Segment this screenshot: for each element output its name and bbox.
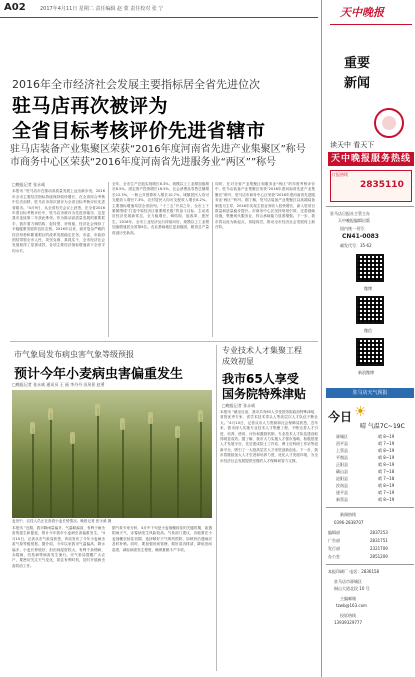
weather-value: 晴 7~19 <box>378 490 395 495</box>
article2-column-1: 本报讯 “近期，我市降雨量偏多，气温略偏高，有利于病虫害的滋生和蔓延，预计今年我市小麦病虫害偏重发生。”4月10日，记者从市气象局获悉，该局发布了今年小麦病虫害气象等级预报。据介绍，今年以来我市气温偏高，降水偏多，小麦长势较好，但田间湿度较大，有利于条锈病、赤霉病、纹枯病等病害发生流行。市气象局提醒广大农户，要密切关注天气变化，抓住有利时机，及时开展病虫害防治工作。 <box>12 526 105 568</box>
weather-city: 遂平县 <box>336 490 348 495</box>
sun-icon: ☀ <box>354 404 367 420</box>
sidebar-divider <box>326 564 414 565</box>
weather-value: 晴 8~19 <box>378 448 395 453</box>
section-divider <box>10 341 318 342</box>
article2-headline: 预计今年小麦病虫害偏重发生 <box>14 367 184 382</box>
weather-today-label: 今日 <box>328 410 353 424</box>
hotline-label: 新闻热线 <box>340 512 356 517</box>
masthead-logo: 天中晚报 <box>340 6 384 19</box>
service-banner: 天中晚报服务热线 <box>328 152 414 166</box>
weather-city: 确山县 <box>336 469 348 474</box>
photo-caption: 麦田中，农技人员正在查看小麦长势情况。晚报记者 张永威 摄 <box>12 519 112 523</box>
qr-label-2: 微信 <box>364 328 372 333</box>
lead-column-2: 全年，全市生产总值实现增长8.3%，规模以上工业增加值增长8.5%，固定资产投资增长16.5%，社会消费品零售总额增长12.3%，一般公共预算收入增长10.7%，城镇居民人均可支配收入增长7.3%，农村居民人均可支配收入增长8.2%。主要指标增速均居全省前列。“十三五”开局之年，全市上下紧紧围绕“打造中原经济区重要增长极”的奋斗目标，主动适应经济发展新常态，全力稳增长、调结构、促改革、惠民生。2016年，全市工业经济运行持续向好，规模以上工业增加值增速居全省第4位。农业基础地位更加稳固，粮食总产量再创历史新高。 <box>112 182 209 235</box>
wheat-field-photo <box>12 390 212 518</box>
lead-headline-line2: 全省目标考核评价先进省辖市 <box>12 120 266 142</box>
lead-byline: □晚报记者 张永威 <box>12 182 46 187</box>
article3-column: 本报讯 “截至目前，我市共有65人享受国务院政府特殊津贴，省管优秀专家、省学术技术带头人等高层次人才队伍不断壮大。”4月10日，记者从市人力资源和社会保障局获悉，近年来，我市深入实施专业技术人才集聚工程，不断完善人才引进、培养、使用、评价和激励机制，专业技术人才队伍建设取得明显成效。据了解，我市大力实施人才强市战略，积极搭建人才发展平台，先后建成院士工作站、博士后科研工作站等创新平台，吸引了一大批高层次人才来驻创新创业。下一步，我市将继续加大人才引进和培养力度，优化人才发展环境，为全市经济社会发展提供坚强的人才保障和智力支撑。 <box>220 410 318 463</box>
dist-number: 2321709 <box>370 546 388 551</box>
email-label: 主编邮箱 <box>340 596 356 601</box>
masthead-rule <box>330 24 412 25</box>
weather-city: 汝南县 <box>336 483 348 488</box>
weather-value: 晴 7~18 <box>378 476 395 481</box>
publisher-2: 天中晚报编辑出版 <box>338 218 370 223</box>
lead-column-3: 同时，在对全省产业集聚区和服务业“两区”的年度考核评价中，驻马店装备产业集聚区荣获“2016年度河南省先进产业集聚区”称号，驻马店市商务中心区荣获“2016年度河南省先进服务业‘两区’”称号。据了解，驻马店装备产业集聚区以高端装备制造为主导，2016年实现主营业务收入较快增长，新入驻项目数量和质量稳步提升。市商务中心区坚持规划引领，完善基础设施，集聚现代服务业，综合承载能力显著增强。下一步，我市将以此为新起点，再接再厉，推动全市经济社会发展再上新台阶。 <box>215 182 315 230</box>
weather-value: 晴 7~19 <box>378 441 395 446</box>
weather-header: 驻马店天气预报 <box>326 388 414 398</box>
office-number: 2851209 <box>370 554 388 559</box>
qr-label-1: 微博 <box>364 286 372 291</box>
column-divider <box>108 182 109 337</box>
cn-number: CN41-0083 <box>342 233 379 240</box>
weather-city: 驿城区 <box>336 434 348 439</box>
weather-city: 平舆县 <box>336 455 348 460</box>
lead-subhead-2: 市商务中心区荣获“2016年度河南省先进服务业“两区””称号 <box>10 157 277 168</box>
page-header <box>0 0 318 18</box>
complaint-label: 投诉热线 <box>340 613 356 618</box>
postal-code: 邮发代号：35-62 <box>340 243 372 248</box>
lead-col1-text: 本报讯 “驻马店市在推动高质量发展上迈出新步伐，2016年全市主要经济指标持续保持较快增长，在全省综合考核中位次前移，驻马店市再次被评为全省目标考核评价先进省辖市。”4月9日，从全省有关会议上获悉，在全省2016年度目标考核评价中，驻马店市被评为先进省辖市，这是我市连续第二年获此殊荣。作为推动高质量发展的重要抓手，我市着力调结构、促转型、补短板，经济社会保持了平稳健康发展的良好态势。2016年以来，面对复杂严峻的经济形势和繁重艰巨的改革发展稳定任务，市委、市政府团结带领全市人民，攻坚克难、真抓实干，全市经济社会发展取得了显著成效，各项主要经济指标增速高于全省平均水平。 <box>12 189 105 253</box>
publisher: 驻马店日报社主管主办 <box>330 211 370 216</box>
complaint-number: 13939329777 <box>334 620 362 625</box>
weather-value: 晴 8~19 <box>378 497 395 502</box>
page-meta: 2017年4月11日 星期二 责任编辑 赵 蒙 责任校对 张 宁 <box>40 6 164 12</box>
sidebar-divider <box>321 0 322 677</box>
weather-city: 泌阳县 <box>336 476 348 481</box>
section-title-2: 新闻 <box>344 76 371 91</box>
weather-value: 晴 8~19 <box>378 455 395 460</box>
column-divider <box>216 345 217 671</box>
lead-kicker: 2016年全市经济社会发展主要指标居全省先进位次 <box>12 78 260 91</box>
edit-label: 编辑部 <box>328 530 340 535</box>
hotline-number: 0396-2838707 <box>334 520 364 525</box>
cn-label: 国内统一刊号： <box>340 226 368 231</box>
sidebar-divider <box>326 206 414 207</box>
article2-column-2: 据气象专家分析，4月中下旬是小麦抽穗扬花的关键时期，如遇阴雨天气，赤霉病发生风险较高。气象部门建议，各地要在小麦抽穗至扬花初期，选择晴好天气喷药预防，如喷药后遇雨应及时补喷。同时，要加强田间管理，做好清沟排渍，降低田间湿度，减轻病害发生程度，确保夏粮丰产丰收。 <box>112 526 212 552</box>
weather-value: 晴 8~19 <box>378 462 395 467</box>
ad-dept-number: 2831751 <box>370 538 388 543</box>
weather-today: 晴 气温7C~19C <box>360 423 405 430</box>
seal-icon <box>374 108 404 138</box>
article3-byline: □晚报记者 张永威 <box>222 403 256 408</box>
ad-number: 2835110 <box>360 180 404 190</box>
sidebar-divider <box>326 507 414 508</box>
page-number: A02 <box>4 2 26 13</box>
qr-label-3: 新浪微博 <box>358 370 374 375</box>
lead-subhead-1: 驻马店装备产业集聚区荣获“2016年度河南省先进产业集聚区”称号 <box>10 144 306 155</box>
address-2: 铜山大道北段 10 号 <box>334 586 370 591</box>
weather-value: 晴 8~19 <box>378 483 395 488</box>
weather-value: 晴 7~18 <box>378 469 395 474</box>
ad-dept-label: 广告部 <box>328 538 340 543</box>
weather-city: 新蔡县 <box>336 497 348 502</box>
article2-kicker: 市气象局发布病虫害气象等级预报 <box>14 350 134 359</box>
qr-code-icon <box>356 338 384 366</box>
lead-column-1 <box>12 182 105 337</box>
slogan: 读天中 看天下 <box>330 141 375 149</box>
weather-city: 上蔡县 <box>336 448 348 453</box>
weather-value: 晴 8~19 <box>378 434 395 439</box>
weather-city: 正阳县 <box>336 462 348 467</box>
qr-code-icon <box>356 254 384 282</box>
address: 驻马店市驿城区 <box>334 579 362 584</box>
article3-kicker-2: 成效初显 <box>222 357 254 366</box>
article3-kicker-1: 专业技术人才集聚工程 <box>222 346 302 355</box>
qr-code-icon <box>356 296 384 324</box>
office-label: 办公室 <box>328 554 340 559</box>
column-divider <box>212 182 213 337</box>
edit-number: 2837253 <box>370 530 388 535</box>
section-title-1: 重要 <box>344 56 371 71</box>
weather-city: 西平县 <box>336 441 348 446</box>
dist-label: 发行部 <box>328 546 340 551</box>
ad-label: 订报热线 <box>332 172 348 177</box>
lead-headline-line1: 驻马店再次被评为 <box>12 95 169 117</box>
article2-byline: □晚报记者 张永威 通讯员 王 丽 李丹丹 田风景 赵勇 <box>12 382 105 387</box>
email: tzwb@163.com <box>336 603 367 608</box>
print-note: 本报印刷厂 电话：2836158 <box>328 569 380 574</box>
article3-headline-2: 国务院特殊津贴 <box>222 387 307 401</box>
article3-headline-1: 我市65人享受 <box>222 372 299 386</box>
